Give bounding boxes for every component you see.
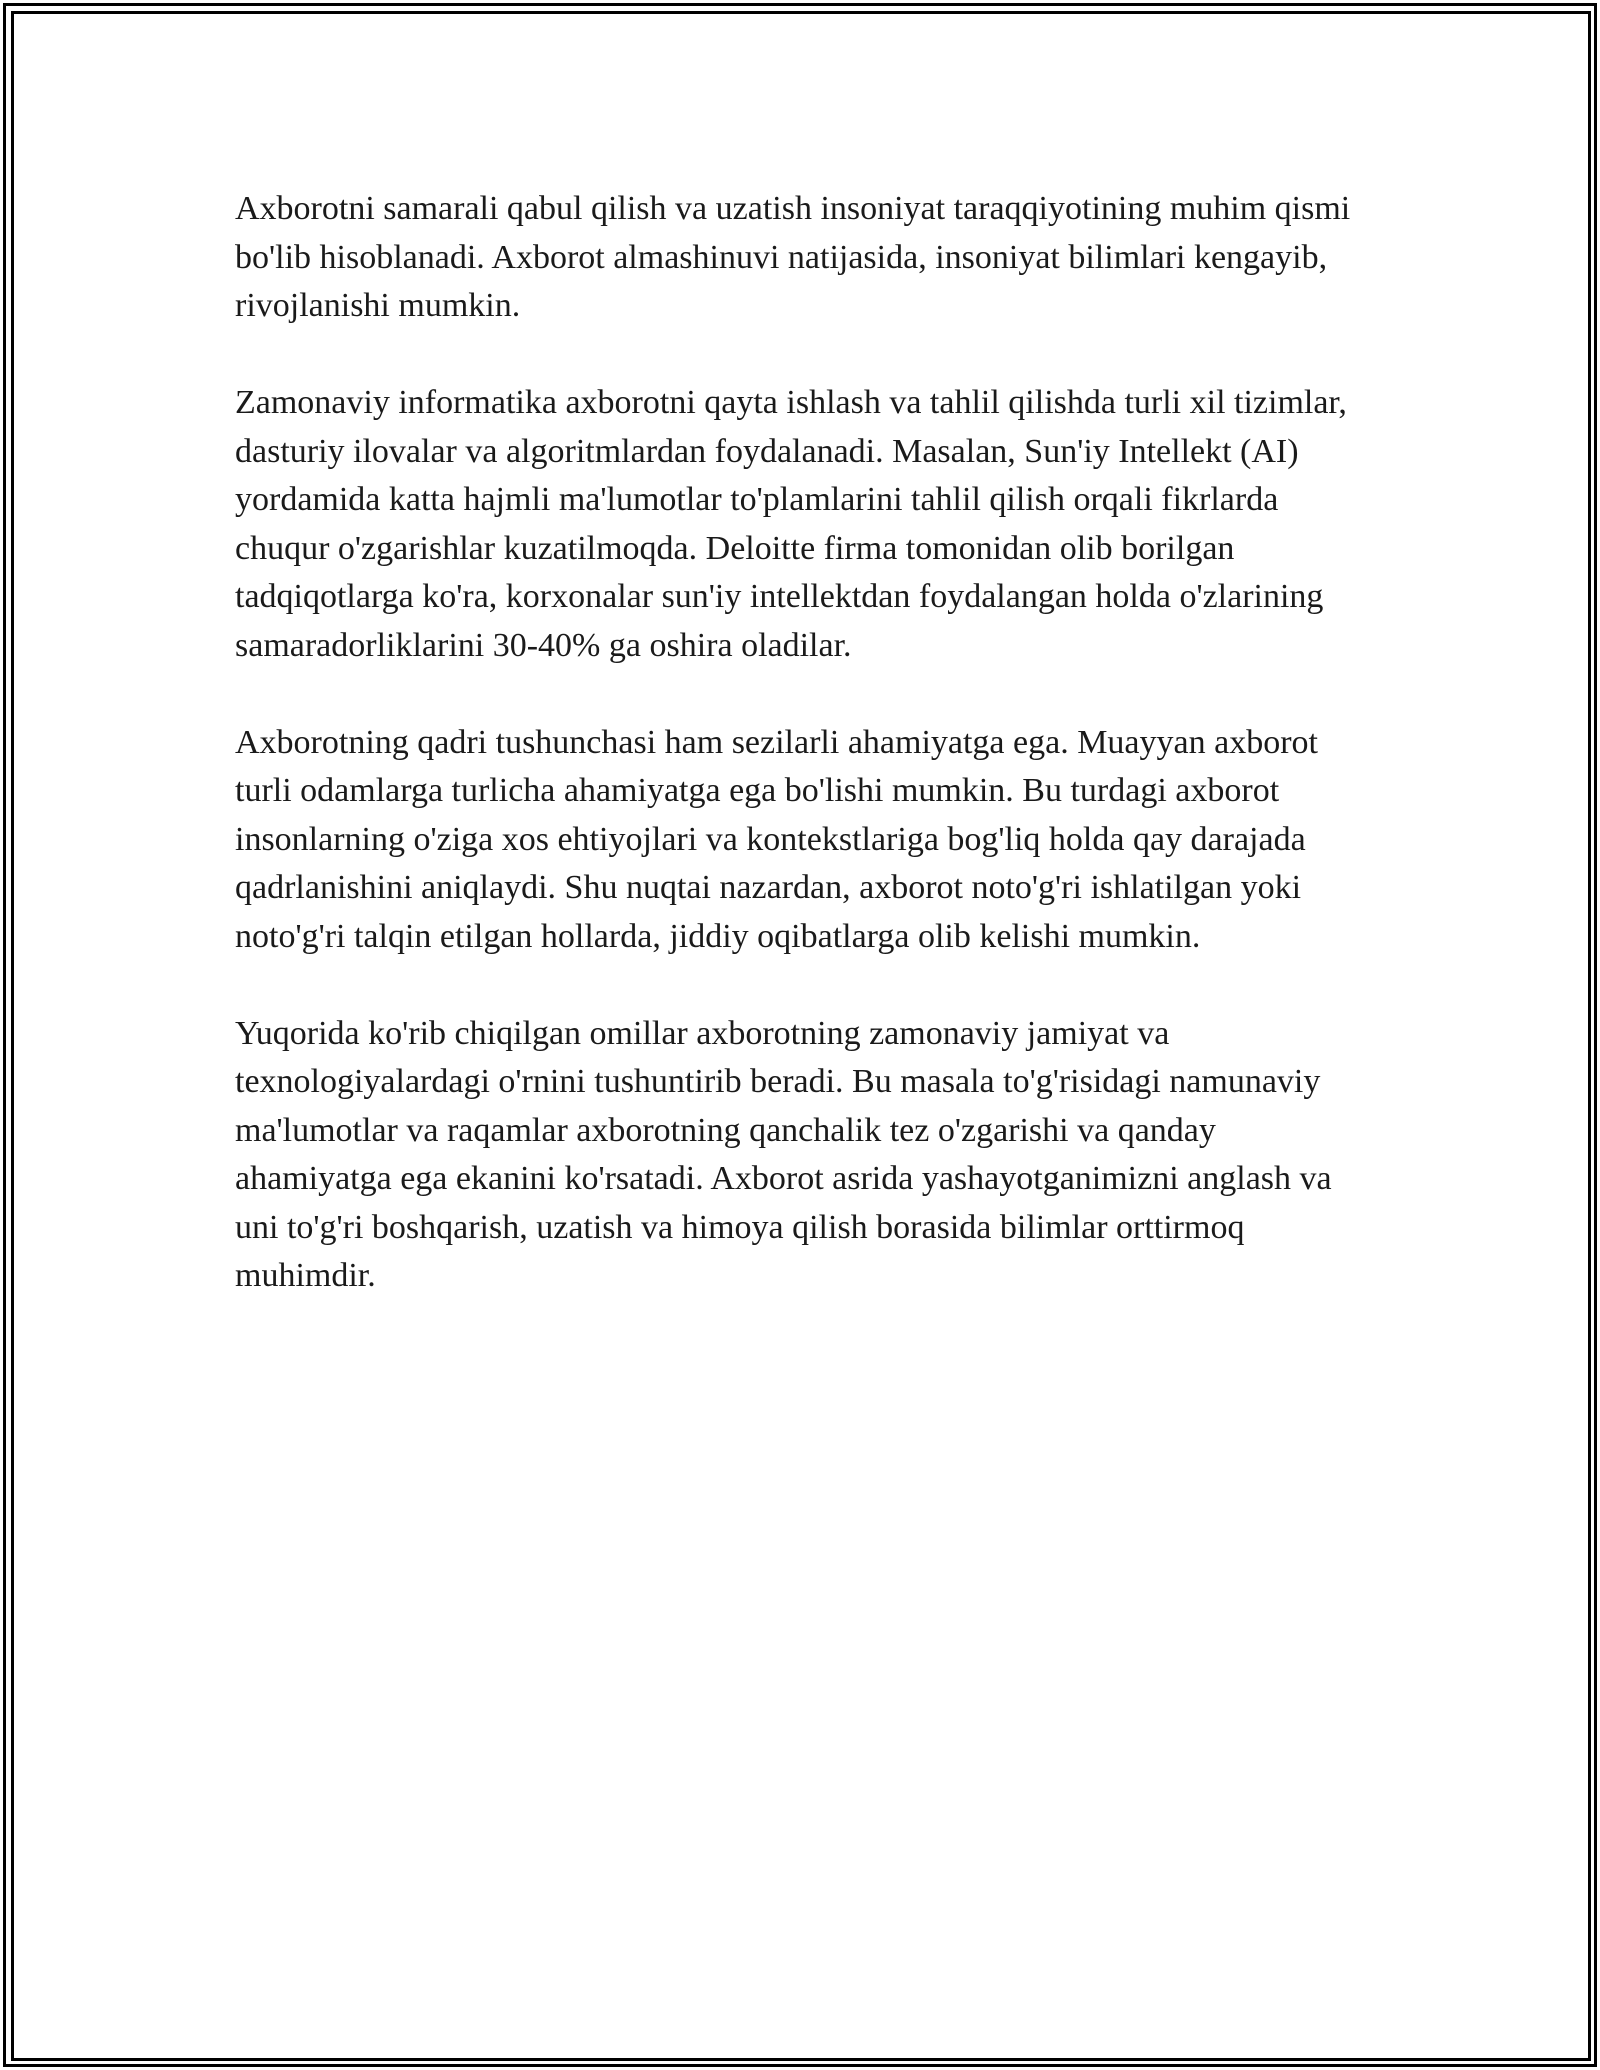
paragraph-3: Axborotning qadri tushunchasi ham sezilarli ahamiyatga ega. Muayyan axborot turli odamlarga turlicha ahamiyatga ega bo'lishi mumkin. Bu turdagi axborot insonlarning o'ziga xos ehtiyojlari va kontekstlariga bog'liq holda qay darajada qadrlanishini aniqlaydi. Shu nuqtai nazardan, axborot noto'g'ri ishlatilgan yoki noto'g'ri talqin etilgan hollarda, jiddiy oqibatlarga olib kelishi mumkin. <box>235 723 1318 955</box>
paragraph-4: Yuqorida ko'rib chiqilgan omillar axborotning zamonaviy jamiyat va texnologiyalardagi o'rnini tushuntirib beradi. Bu masala to'g'risidagi namunaviy ma'lumotlar va raqamlar axborotning qanchalik tez o'zgarishi va qanday ahamiyatga ega ekanini ko'rsatadi. Axborot asrida yashayotganimizni anglash va uni to'g'ri boshqarish, uzatish va himoya qilish borasida bilimlar orttirmoq muhimdir. <box>235 1014 1332 1294</box>
paragraph-2: Zamonaviy informatika axborotni qayta ishlash va tahlil qilishda turli xil tizimlar, dasturiy ilovalar va algoritmlardan foydalanadi. Masalan, Sun'iy Intellekt (AI) yordamida katta hajmli ma'lumotlar to'plamlarini tahlil qilish orqali fikrlarda chuqur o'zgarishlar kuzatilmoqda. Deloitte firma tomonidan olib borilgan tadqiqotlarga ko'ra, korxonalar sun'iy intellektdan foydalangan holda o'zlarining samaradorliklarini 30-40% ga oshira oladilar. <box>235 384 1347 664</box>
document-body <box>235 185 1370 1301</box>
paragraph-1: Axborotni samarali qabul qilish va uzatish insoniyat taraqqiyotining muhim qismi bo'lib hisoblanadi. Axborot almashinuvi natijasida, insoniyat bilimlari kengayib, rivojlanishi mumkin. <box>235 190 1351 324</box>
